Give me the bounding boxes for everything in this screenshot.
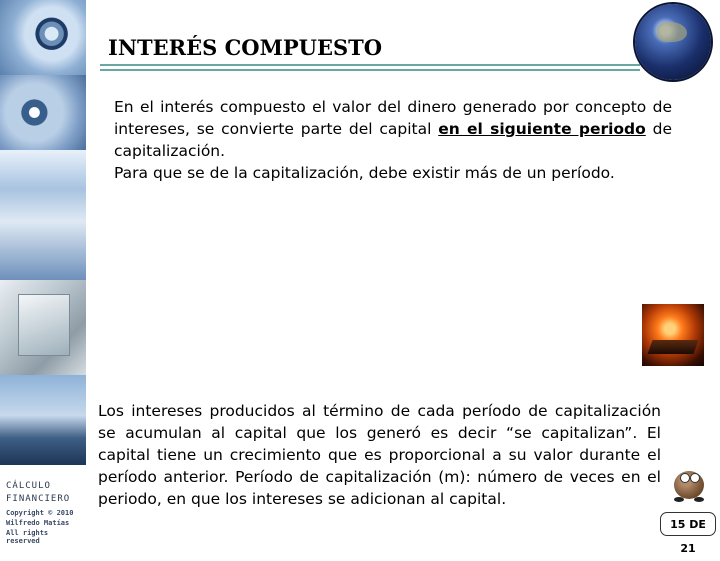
eye-blue-image bbox=[0, 150, 86, 280]
slide-title: INTERÉS COMPUESTO bbox=[108, 35, 383, 60]
copyright-line: Copyright © 2010 bbox=[6, 509, 74, 517]
capitalization-condition-text: Para que se de la capitalización, debe existir más de un período. bbox=[114, 164, 615, 182]
eye-image bbox=[0, 0, 86, 75]
author-line: Wilfredo Matías bbox=[6, 519, 70, 527]
intro-paragraph bbox=[114, 96, 672, 184]
mascot-icon bbox=[668, 465, 712, 505]
eye-closeup-image bbox=[0, 75, 86, 150]
globe-image bbox=[635, 4, 711, 80]
sidebar-label-calculo: CÁLCULO bbox=[6, 481, 51, 491]
capitalization-paragraph: Los intereses producidos al término de cada período de capitalización se acumulan al capital que los generó es decir “se capitalizan”. El capital tiene un crecimiento que es proporcional a su valor durante el período anterior. Período de capitalización (m): número de veces en el periodo, en que los intereses se adicionan al capital. bbox=[98, 402, 661, 508]
intro-text-end: de capitalización. bbox=[114, 120, 672, 160]
office-cube-image bbox=[0, 280, 86, 375]
intro-text: En el interés compuesto el valor del dinero generado por concepto de intereses, se convierte parte del capital bbox=[114, 98, 672, 138]
title-underline bbox=[100, 64, 640, 66]
sidebar-image-strip bbox=[0, 0, 86, 545]
page-indicator: 15 DE 21 bbox=[660, 512, 716, 536]
title-underline-second bbox=[100, 69, 640, 71]
emphasis-text: en el siguiente periodo bbox=[438, 120, 646, 138]
rights-line: All rights reserved bbox=[6, 529, 49, 545]
laptop-image bbox=[642, 304, 704, 366]
sidebar-label-financiero: FINANCIERO bbox=[6, 494, 71, 504]
city-skyline-image bbox=[0, 375, 86, 465]
